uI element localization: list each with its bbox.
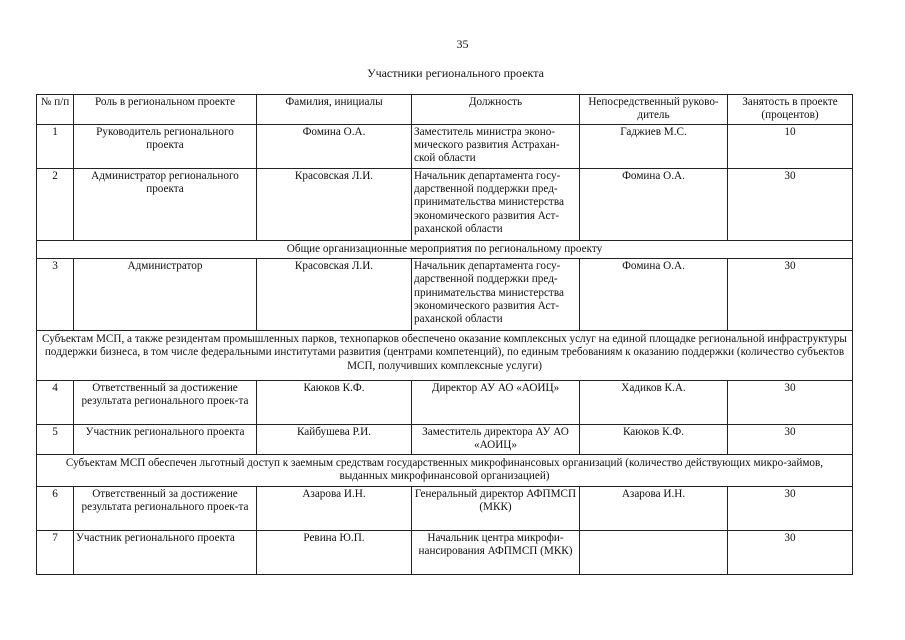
cell-position: Начальник департамента госу-дарственной поддержки пред-принимательства министерства экономического развития Аст-раханской области <box>412 259 580 331</box>
cell-manager <box>580 530 728 574</box>
table-row <box>37 169 853 241</box>
cell-number: 3 <box>37 259 74 331</box>
cell-load: 30 <box>728 259 853 331</box>
table-row <box>37 125 853 169</box>
cell-number: 1 <box>37 125 74 169</box>
section-row <box>37 331 853 381</box>
header-manager: Непосредственный руково-дитель <box>580 95 728 125</box>
table-row <box>37 381 853 425</box>
cell-load: 30 <box>728 530 853 574</box>
cell-name: Красовская Л.И. <box>257 259 412 331</box>
cell-load: 30 <box>728 486 853 530</box>
cell-name: Азарова И.Н. <box>257 486 412 530</box>
cell-number: 2 <box>37 169 74 241</box>
cell-name: Фомина О.А. <box>257 125 412 169</box>
header-name: Фамилия, инициалы <box>257 95 412 125</box>
cell-load: 30 <box>728 425 853 455</box>
cell-number: 6 <box>37 486 74 530</box>
cell-position: Начальник департамента госу-дарственной поддержки пред-принимательства министерства экономического развития Аст-раханской области <box>412 169 580 241</box>
table-row <box>37 486 853 530</box>
table-row <box>37 530 853 574</box>
cell-load: 10 <box>728 125 853 169</box>
header-number: № п/п <box>37 95 74 125</box>
cell-role: Руководитель регионального проекта <box>74 125 257 169</box>
cell-name: Красовская Л.И. <box>257 169 412 241</box>
cell-name: Ревина Ю.П. <box>257 530 412 574</box>
cell-position: Заместитель министра эконо-мического развития Астрахан-ской области <box>412 125 580 169</box>
section-row <box>37 455 853 486</box>
cell-role: Участник регионального проекта <box>74 530 257 574</box>
cell-number: 5 <box>37 425 74 455</box>
cell-position: Генеральный директор АФПМСП (МКК) <box>412 486 580 530</box>
cell-name: Кайбушева Р.И. <box>257 425 412 455</box>
cell-role: Участник регионального проекта <box>74 425 257 455</box>
cell-number: 4 <box>37 381 74 425</box>
cell-role: Ответственный за достижение результата регионального проек-та <box>74 381 257 425</box>
cell-position: Директор АУ АО «АОИЦ» <box>412 381 580 425</box>
cell-position: Начальник центра микрофи-нансирования АФПМСП (МКК) <box>412 530 580 574</box>
cell-manager: Фомина О.А. <box>580 259 728 331</box>
section-title: Субъектам МСП, а также резидентам промышленных парков, технопарков обеспечено оказание комплексных услуг на единой площадке региональной инфраструктуры поддержки бизнеса, в том числе федеральными институтами развития (центрами компетенций), по единым требованиям к оказанию поддержки (количество субъектов МСП, получивших комплексные услуги) <box>37 331 853 381</box>
table-header-row <box>37 95 853 125</box>
table-row <box>37 259 853 331</box>
section-title: Субъектам МСП обеспечен льготный доступ к заемным средствам государственных микрофинансовых организаций (количество действующих микро-займов, выданных микрофинансовой организацией) <box>37 455 853 486</box>
cell-manager: Гаджиев М.С. <box>580 125 728 169</box>
cell-role: Администратор <box>74 259 257 331</box>
cell-load: 30 <box>728 381 853 425</box>
header-position: Должность <box>412 95 580 125</box>
cell-role: Ответственный за достижение результата регионального проек-та <box>74 486 257 530</box>
table-row <box>37 425 853 455</box>
cell-manager: Фомина О.А. <box>580 169 728 241</box>
cell-manager: Хадиков К.А. <box>580 381 728 425</box>
header-load: Занятость в проекте (процентов) <box>728 95 853 125</box>
participants-table <box>36 94 853 575</box>
page-number: 35 <box>456 37 469 51</box>
section-row <box>37 241 853 259</box>
cell-position: Заместитель директора АУ АО «АОИЦ» <box>412 425 580 455</box>
cell-number: 7 <box>37 530 74 574</box>
section-title: Общие организационные мероприятия по региональному проекту <box>37 241 853 259</box>
cell-manager: Каюков К.Ф. <box>580 425 728 455</box>
cell-manager: Азарова И.Н. <box>580 486 728 530</box>
document-title: Участники регионального проекта <box>367 66 544 80</box>
cell-role: Администратор регионального проекта <box>74 169 257 241</box>
header-role: Роль в региональном проекте <box>74 95 257 125</box>
cell-name: Каюков К.Ф. <box>257 381 412 425</box>
cell-load: 30 <box>728 169 853 241</box>
